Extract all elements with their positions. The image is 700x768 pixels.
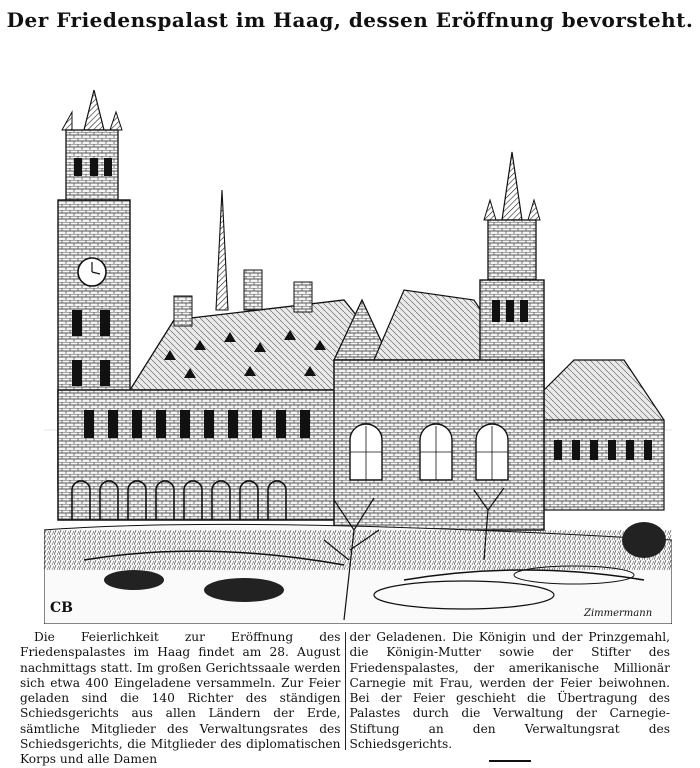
headline: Der Friedenspalast im Haag, dessen Eröffnung bevorsteht. [6, 8, 694, 32]
svg-text:Zimmermann: Zimmermann [584, 608, 653, 619]
artist-monogram [50, 600, 73, 616]
article-left-text: Die Feierlichkeit zur Eröffnung des Friedenspalastes im Haag findet am 28. August nachmittags statt. Im großen Gerichtssaale werden sich etwa 400 Eingeladene versammeln. Zur Feier geladen sind die 140 Richter des ständigen Schiedsgerichts aus allen Ländern der Erde, sämtliche Mitglieder des Verwaltungsrates des Schiedsgerichts, die Mitglieder des diplomatischen Korps und alle Damen [20, 630, 341, 767]
article-body [20, 630, 670, 767]
right-wing [544, 360, 664, 510]
left-spire [216, 190, 228, 310]
peace-palace-illustration [44, 60, 672, 624]
article-right-text: der Geladenen. Die Königin und der Prinzgemahl, die Königin-Mutter sowie der Stifter des Friedenspalastes, der amerikanische Millionär Carnegie mit Frau, werden der Feier beiwohnen. Bei der Feier geschieht die Übertragung des Palastes durch die Verwaltung der Carnegie-Stiftung an den Verwaltungsrat des Schiedsgerichts. [349, 630, 670, 752]
end-rule [489, 760, 531, 762]
article-left-column [20, 630, 341, 767]
artist-signature [583, 608, 652, 619]
right-tower [480, 152, 544, 390]
column-divider [345, 632, 346, 750]
article-right-column [350, 630, 671, 752]
svg-text:CB: CB [50, 600, 73, 616]
